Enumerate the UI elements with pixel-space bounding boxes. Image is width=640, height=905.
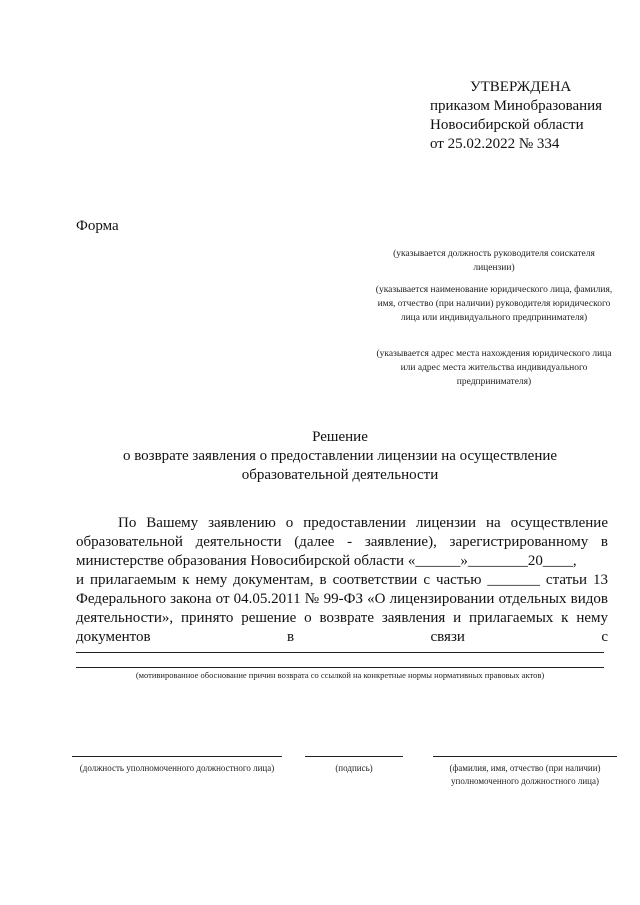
reason-line-2 bbox=[76, 667, 604, 668]
body-line-4: и прилагаемым к нему документам, в соответствии с частью _______ статьи 13 bbox=[76, 572, 608, 588]
approval-stamp bbox=[430, 78, 602, 154]
name-signature-line bbox=[433, 756, 617, 757]
word-documents: документов bbox=[76, 629, 151, 645]
address-note: (указывается адрес места нахождения юридического лица или адрес места жительства индивидуального предпринимателя) bbox=[376, 349, 612, 387]
position-caption: (должность уполномоченного должностного лица) bbox=[79, 763, 275, 773]
title-line-1: Решение bbox=[312, 429, 368, 445]
position-note: (указывается должность руководителя соискателя лицензии) bbox=[393, 249, 595, 273]
body-line-1: По Вашему заявлению о предоставлении лицензии на осуществление bbox=[118, 515, 608, 531]
word-with: с bbox=[601, 629, 608, 645]
word-in: в bbox=[287, 629, 295, 645]
signature-caption: (подпись) bbox=[335, 763, 373, 773]
title-line-3: образовательной деятельности bbox=[241, 467, 439, 483]
title-line-2: о возврате заявления о предоставлении лицензии на осуществление bbox=[122, 448, 558, 464]
approval-order: приказом Минобразования bbox=[430, 98, 603, 114]
signature-line bbox=[305, 756, 403, 757]
document-title bbox=[70, 428, 610, 485]
applicant-name-note: (указывается наименование юридического лица, фамилия, имя, отчество (при наличии) руководителя юридического лица или индивидуального предпринимателя) bbox=[375, 285, 613, 323]
approval-date: от 25.02.2022 № 334 bbox=[430, 136, 560, 152]
reason-note: (мотивированное обоснование причин возврата со ссылкой на конкретные нормы нормативных правовых актов) bbox=[135, 670, 545, 680]
approval-title: УТВЕРЖДЕНА bbox=[470, 79, 572, 95]
body-line-5: Федерального закона от 04.05.2011 № 99-ФЗ «О лицензировании отдельных видов bbox=[76, 591, 608, 607]
body-line-6: деятельности», принято решение о возврате заявления и прилагаемых к нему bbox=[76, 610, 608, 626]
reason-line-1 bbox=[76, 652, 604, 653]
form-label: Форма bbox=[76, 218, 119, 234]
position-signature-line bbox=[72, 756, 282, 757]
word-connection: связи bbox=[430, 629, 465, 645]
body-line-2: образовательной деятельности (далее - заявление), зарегистрированному в bbox=[76, 534, 608, 550]
body-line-7 bbox=[76, 628, 608, 647]
name-caption: (фамилия, имя, отчество (при наличии) уполномоченного должностного лица) bbox=[449, 763, 601, 786]
approval-region: Новосибирской области bbox=[430, 117, 584, 133]
body-line-3: министерстве образования Новосибирской области «______»________20____, bbox=[76, 553, 577, 569]
decision-body bbox=[76, 514, 608, 647]
